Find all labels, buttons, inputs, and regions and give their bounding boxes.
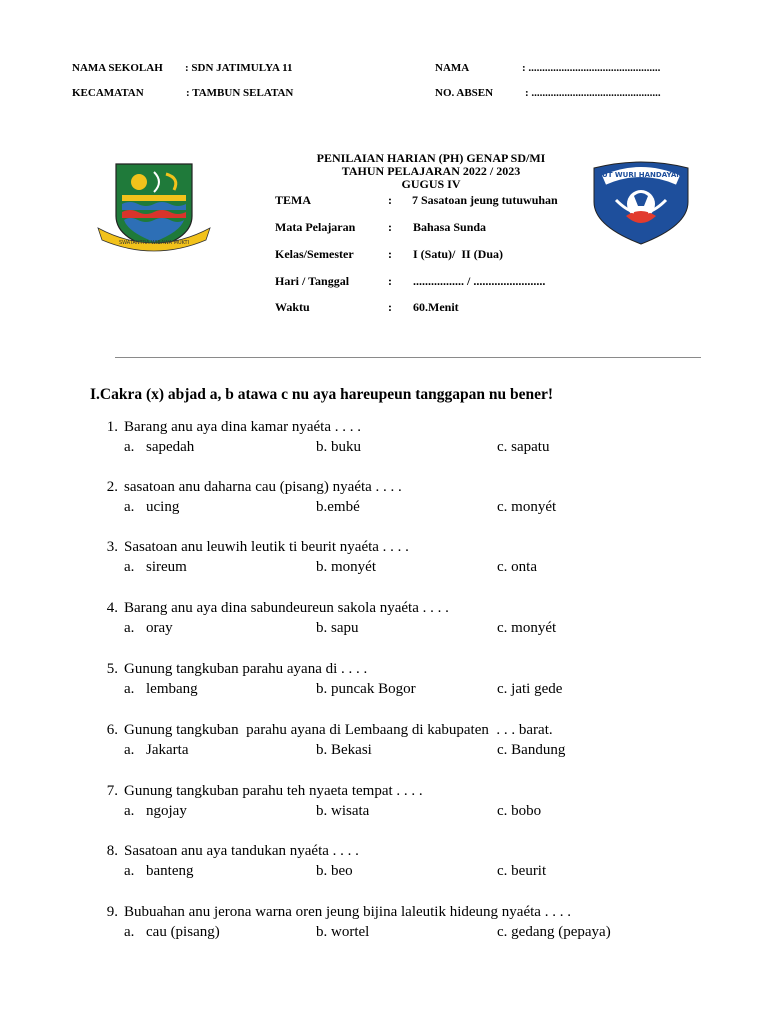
option-c[interactable]: c. monyét [497, 499, 557, 515]
option-a[interactable]: ucing [146, 499, 180, 515]
question-text: Gunung tangkuban parahu ayana di Lembaang di kabupaten . . . barat. [124, 722, 553, 738]
info-label: Mata Pelajaran [275, 220, 356, 234]
option-b[interactable]: b. wortel [316, 924, 370, 940]
question-number: 6. [106, 722, 118, 738]
question-number: 2. [106, 479, 118, 495]
district-label: KECAMATAN [72, 87, 144, 99]
option-b[interactable]: b. monyét [316, 559, 376, 575]
option-b[interactable]: b. sapu [316, 620, 359, 636]
question-number: 9. [106, 904, 118, 920]
district-value: : TAMBUN SELATAN [186, 87, 294, 99]
option-c[interactable]: c. gedang (pepaya) [497, 924, 611, 940]
info-colon: : [388, 193, 392, 207]
question-number: 3. [106, 539, 118, 555]
cluster-title: GUGUS IV [401, 177, 461, 191]
info-colon: : [388, 300, 392, 314]
question-item [0, 419, 768, 463]
absen-number-label: NO. ABSEN [435, 87, 494, 99]
option-a-letter: a. [124, 559, 135, 575]
exam-title: PENILAIAN HARIAN (PH) GENAP SD/MI [316, 151, 546, 165]
info-label: Hari / Tanggal [275, 274, 350, 288]
option-b[interactable]: b.embé [316, 499, 360, 515]
option-b[interactable]: b. beo [316, 863, 353, 879]
question-item [0, 479, 768, 523]
info-value: Bahasa Sunda [413, 220, 487, 234]
question-item [0, 783, 768, 827]
option-b[interactable]: b. wisata [316, 803, 370, 819]
option-a[interactable]: sireum [146, 559, 187, 575]
student-name-field[interactable]: : ................................................ [522, 62, 661, 74]
absen-number-field[interactable]: : ............................................... [525, 87, 661, 99]
option-a-letter: a. [124, 439, 135, 455]
option-a-letter: a. [124, 924, 135, 940]
school-name-label: NAMA SEKOLAH [72, 62, 163, 74]
question-text: Bubuahan anu jerona warna oren jeung bijina laleutik hideung nyaéta . . . . [124, 904, 571, 920]
question-number: 4. [106, 600, 118, 616]
option-a-letter: a. [124, 620, 135, 636]
question-number: 8. [106, 843, 118, 859]
school-name-value: : SDN JATIMULYA 11 [185, 62, 293, 74]
info-value: 60.Menit [413, 300, 459, 314]
option-a-letter: a. [124, 499, 135, 515]
question-text: Sasatoan anu leuwih leutik ti beurit nyaéta . . . . [124, 539, 409, 555]
option-a[interactable]: cau (pisang) [146, 924, 220, 940]
question-item [0, 722, 768, 766]
question-text: Gunung tangkuban parahu teh nyaeta tempat . . . . [124, 783, 423, 799]
question-item [0, 539, 768, 583]
question-text: Barang anu aya dina sabundeureun sakola nyaéta . . . . [124, 600, 449, 616]
question-text: Sasatoan anu aya tandukan nyaéta . . . . [124, 843, 359, 859]
question-item [0, 904, 768, 948]
option-b[interactable]: b. buku [316, 439, 361, 455]
info-label: TEMA [275, 193, 311, 207]
question-number: 5. [106, 661, 118, 677]
info-colon: : [388, 274, 392, 288]
option-c[interactable]: c. beurit [497, 863, 547, 879]
option-c[interactable]: c. monyét [497, 620, 557, 636]
option-a[interactable]: Jakarta [146, 742, 189, 758]
question-text: sasatoan anu daharna cau (pisang) nyaéta . . . . [124, 479, 402, 495]
option-a-letter: a. [124, 742, 135, 758]
question-text: Gunung tangkuban parahu ayana di . . . . [124, 661, 368, 677]
option-c[interactable]: c. Bandung [497, 742, 566, 758]
crest-ribbon-text: SWATANTRA WIBAWA MUKTI [118, 240, 190, 246]
info-colon: : [388, 220, 392, 234]
question-item [0, 843, 768, 887]
option-a[interactable]: ngojay [146, 803, 187, 819]
option-a-letter: a. [124, 681, 135, 697]
info-label: Kelas/Semester [275, 247, 354, 261]
date-field[interactable]: ................. / ........................ [413, 274, 546, 288]
school-year: TAHUN PELAJARAN 2022 / 2023 [341, 164, 521, 178]
regency-crest-logo [94, 158, 214, 258]
header-divider [115, 357, 701, 358]
student-name-label: NAMA [435, 62, 470, 74]
option-a-letter: a. [124, 863, 135, 879]
question-item [0, 661, 768, 705]
option-b[interactable]: b. Bekasi [316, 742, 372, 758]
option-c[interactable]: c. onta [497, 559, 537, 575]
info-colon: : [388, 247, 392, 261]
tut-wuri-handayani-logo [586, 160, 696, 246]
question-item [0, 600, 768, 644]
option-c[interactable]: c. jati gede [497, 681, 563, 697]
info-value: 7 Sasatoan jeung tutuwuhan [406, 193, 558, 207]
info-label: Waktu [275, 300, 310, 314]
question-number: 1. [106, 419, 118, 435]
option-c[interactable]: c. sapatu [497, 439, 550, 455]
option-a[interactable]: sapedah [146, 439, 195, 455]
option-a-letter: a. [124, 803, 135, 819]
question-text: Barang anu aya dina kamar nyaéta . . . . [124, 419, 361, 435]
section-instruction: I.Cakra (x) abjad a, b atawa c nu aya hareupeun tanggapan nu bener! [90, 386, 554, 403]
option-a[interactable]: banteng [146, 863, 194, 879]
option-b[interactable]: b. puncak Bogor [316, 681, 416, 697]
option-a[interactable]: oray [146, 620, 173, 636]
question-number: 7. [106, 783, 118, 799]
option-c[interactable]: c. bobo [497, 803, 542, 819]
tut-wuri-ribbon-text: TUT WURI HANDAYANI [597, 171, 685, 179]
info-value: I (Satu)/ II (Dua) [413, 247, 504, 261]
option-a[interactable]: lembang [146, 681, 198, 697]
